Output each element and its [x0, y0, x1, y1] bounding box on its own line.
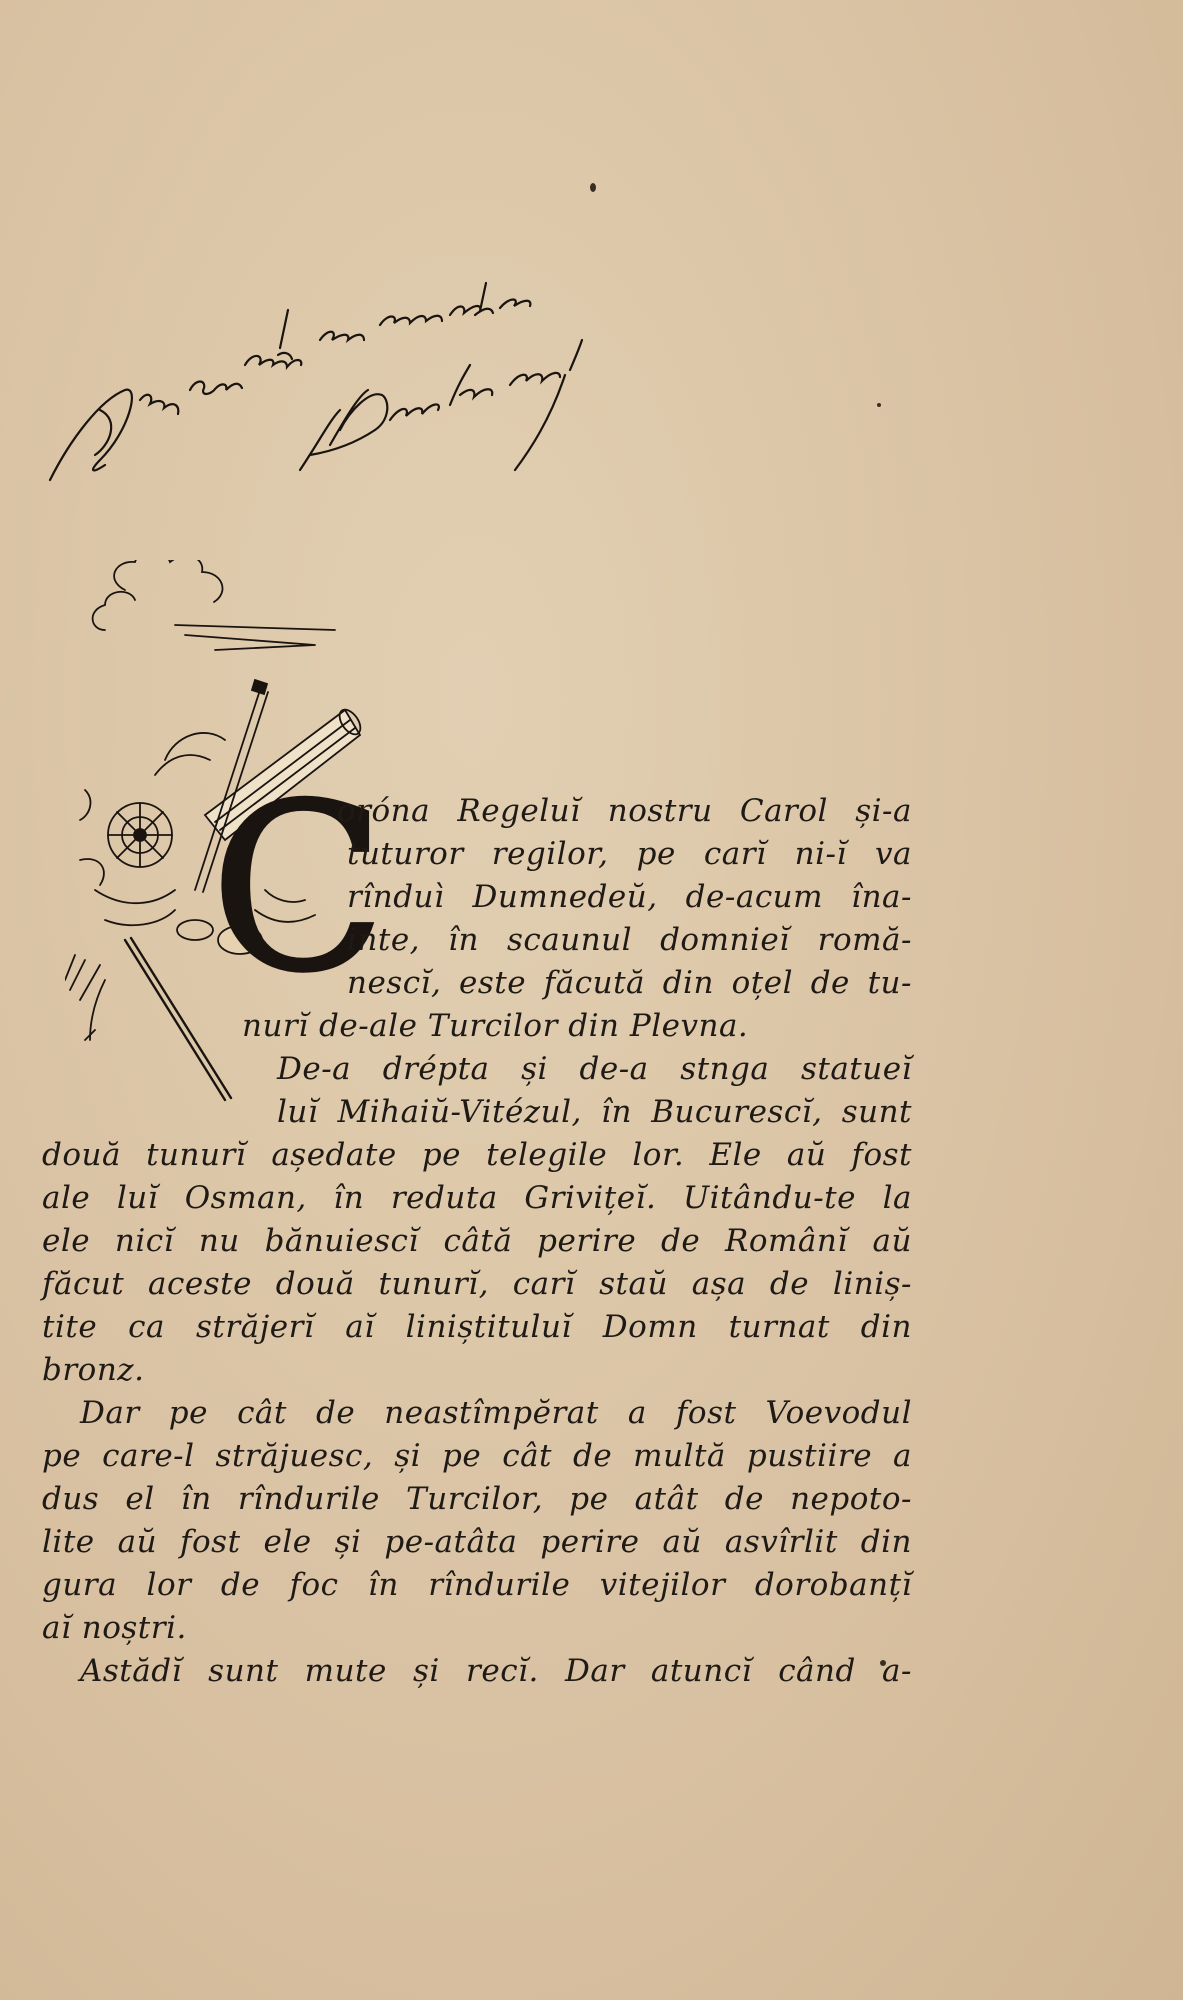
text-line: două tunurĭ aședate pe telegile lor. Ele aŭ fost — [42, 1137, 912, 1173]
text-line: inte, în scaunul domnieĭ romă- — [347, 922, 912, 958]
text-line: rînduì Dumnedeŭ, de-acum îna- — [347, 879, 912, 915]
text-line: ele nicĭ nu bănuiescĭ câtă perire de Românĭ aŭ — [42, 1223, 912, 1259]
text-line: Dar pe cât de neastîmpĕrat a fost Voevodul — [80, 1395, 912, 1431]
text-line: tite ca străjerĭ aĭ liniștituluĭ Domn turnat din — [42, 1309, 912, 1345]
text-line: Astădĭ sunt mute și recĭ. Dar atuncĭ când a- — [80, 1653, 912, 1689]
text-line: luĭ Mihaiŭ-Vitézul, în Bucurescĭ, sunt — [277, 1094, 912, 1130]
ink-speck — [590, 183, 596, 192]
text-line: nescĭ, este făcută din oțel de tu- — [347, 965, 912, 1001]
text-line: nurĭ de-ale Turcilor din Plevna. — [242, 1008, 749, 1044]
text-line: făcut aceste două tunurĭ, carĭ staŭ așa de liniș- — [42, 1266, 912, 1302]
text-line: aĭ noștri. — [42, 1610, 187, 1646]
handwritten-dedication — [30, 270, 730, 600]
text-line: gura lor de foc în rîndurile vitejilor dorobanțĭ — [42, 1567, 912, 1603]
body-text — [42, 790, 912, 1693]
text-line: bronz. — [42, 1352, 145, 1388]
text-line: tuturor regilor, pe carĭ ni-ĭ va — [347, 836, 912, 872]
ink-speck — [877, 403, 881, 407]
text-line: lite aŭ fost ele și pe-atâta perire aŭ asvîrlit din — [42, 1524, 912, 1560]
text-line: dus el în rîndurile Turcilor, pe atât de nepoto- — [42, 1481, 912, 1517]
text-line: ale luĭ Osman, în reduta Grivițeĭ. Uitându-te la — [42, 1180, 912, 1216]
text-line: oróna Regeluĭ nostru Carol și-a — [337, 793, 912, 829]
text-line: pe care-l străjuesc, și pe cât de multă pustiire a — [42, 1438, 912, 1474]
drop-cap-letter: C — [210, 756, 386, 1023]
text-line: De-a drépta și de-a stnga statueĭ — [277, 1051, 912, 1087]
